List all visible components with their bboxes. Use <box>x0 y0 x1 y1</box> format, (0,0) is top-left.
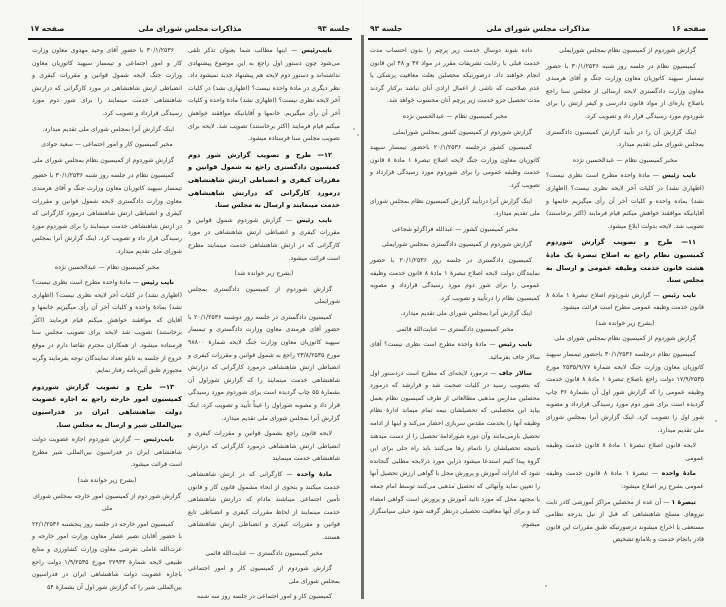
paragraph-text: ۳۰/۱/۲۵۳۶ با حضور آقای وحید مهدوی معاون وزارت کار و امور اجتماعی و تیمسار سپهبد کاتوزیان معاون وزارت جنگ لایحه شمول قوانین و مقررات کیفری و انضباطی ارتش شاهنشاهی در مورد کارگرانی که درارتش شاهنشاهی خدمت مینمایند را برای شور دوم مورد رسیدگی قرارداد و تصویب کرد. <box>32 47 182 117</box>
paragraph-text: — مادهٔ واحده مطرح است نظری نیست؟ (اظهاری نشد) در کلیات آخر لایحه نظری نیست؟ (اظهاری نشد) بماده واحده و کلیات آخر آن رأی میگیریم خانمها و آقایانیکه موافقند خواهش میکنم قیام فرمایند (اکثر برخاستند) تصویب شد. لایحه بدولت ابلاغ میشود. <box>546 172 704 230</box>
speaker-name: سالار جاف <box>498 369 533 377</box>
paragraph-text: مخبر کمیسیون نظام — عبدالحسین نژده <box>54 263 160 271</box>
centered-line <box>370 111 540 124</box>
scan-speck <box>353 128 355 130</box>
paragraph-text: — تبصرهٔ ۱ مادهٔ ۸ قانون خدمت وظیفه عمومی بشرح زیر اصلاح میشود: <box>546 470 704 490</box>
paragraph-text: ۱۳— طرح و تصویب گزارش شوردوم کمیسیون امور خارجه راجع به اجازه عضویت دولت شاهنشاهی ایران در فدراسیون بین‌المللی شیر و ارسال به مجلس سنا. <box>32 382 182 429</box>
paragraph-text: گزارش شوردوم از کمیسیون نظام بمجلس شورایملی <box>559 47 696 54</box>
speaker-name: تبصرهٔ ۱ <box>671 498 696 506</box>
speaker-name: نایب رئیس <box>296 216 332 224</box>
paragraph-text: گزارش شوردوم از کمیسیون دادگستری بمجلس شورایملی <box>188 285 340 306</box>
paragraph-text: مخبر کمیسیون کشور — عبدالله فراگزلو شجاعی <box>392 225 518 233</box>
paragraph-text: — گزارش شوردوم شمول قوانین و مقررات کیفری و انضباطی ارتش شاهنشاهی در مورد کارگرانی که در ارتش شاهنشاهی خدمت مینمایند مطرح است قرائت میشود. <box>188 216 340 262</box>
right-page-column-left <box>370 45 540 534</box>
paragraph-text: — درمورد لایحه‌ای که مطرح است دردستور اول که بتصویب رسید در کلیات صحبت شد و قرارشد که درمورد محصلین مدارس مذهبی مطالعاتی از طرف کمیسیون نظام بعمل بیاید این محصلینی که تحصیلشان نیمه تمام میماند ادارهٔ نظام وظیفه آنها را بخدمت مقدس سربازی احضار می‌کند و اینها از ادامه تحصیل بازمی‌مانند وآن دوره شورادامهٔ تحصیل را از دست میدهند بانتیجه تحصیلشان را ناتمام رها می‌کنند باید راه حلی برای این گروه پیدا کنیم استدعا میشود دراین مورد درلایحه مطلبی گنجانده شود که ادارات آموزش و پرورش محل با گواهی ارزش تحصیل آنها را تعیین نماید وآنهائی که تحصیل مذهبی می‌کنند توسط امام جمعه یا مجتهد محل که مورد تائید آموزش و پرورش است گواهی امضاء کند و برای آنها معافیت تحصیلی درنظر گرفته شود خیلی سپاسگزار میشوم. <box>370 369 540 528</box>
body-paragraph <box>188 428 340 466</box>
body-paragraph <box>370 142 540 192</box>
body-paragraph <box>188 591 340 604</box>
speaker-name: مادهٔ واحده <box>296 471 332 478</box>
right-page-column-right <box>546 45 704 550</box>
paragraph-text: — مادهٔ واحده مطرح است نظری نیست؟ آقای سالار جاف بفرمائید. <box>370 341 540 362</box>
page-number: صفحه ۱۶ <box>671 24 706 33</box>
speech-paragraph <box>32 434 182 472</box>
body-paragraph <box>370 196 540 221</box>
paragraph-text: کمیسیون کشور درجلسه ۲۰/۱/۲۵۳۶ باحضور تیمسار سپهبد کاتوزیان معاون وزارت جنگ لایحه اصلاح تبصرهٔ ۱ مادهٔ ۸ قانون خدمت وظیفه عمومی را برای شوردوم مورد رسیدگی قرارداد و تصویب کرد. <box>370 144 540 189</box>
paragraph-text: اینک گزارش آنرا بمجلس شورای ملی تقدیم میدارد. <box>42 125 174 133</box>
centered-line <box>32 491 182 516</box>
scan-speck <box>545 585 547 587</box>
speech-paragraph <box>32 277 182 378</box>
speaker-name: نایب رئیس <box>141 279 174 287</box>
speech-paragraph <box>188 45 340 146</box>
paragraph-text: — مادهٔ واحده مطرح است نظری نیست؟ (اظهاری نشد) در کلیات آخر لایحه نظری نیست؟ (اظهاری نشد) بمادهٔ واحده و کلیات آخر آن رأی میگیریم خانمها و آقایان که موافقند خواهش میکنم قیام فرمایند (اکثر برخاستند) تصویب شد لایحه برای تصویب مجلس سنا فرستاده میشود. از همکاران محترم تقاضا دارم در موقع خروج از جلسه به تابلو تعداد نمایندگان توجه بفرمایند وگرنه مجبورم طبق آئین‌نامه رفتار نمایم. <box>32 279 182 375</box>
paragraph-text: مخبر کمیسیون دادگستری — عنایت‌الله قائمی <box>396 325 514 333</box>
body-paragraph <box>370 239 540 252</box>
paragraph-text: (بشرح زیر خوانده شد) <box>234 270 294 278</box>
speaker-name: نایب‌رئیس <box>143 436 174 444</box>
centered-line <box>32 262 182 275</box>
paragraph-text: گزارش شوردوم از کمیسیون دادگستری بمجلس شورایملی <box>381 241 532 249</box>
paragraph-text: (بشرح زیر خوانده شد) <box>595 319 655 327</box>
speaker-name: نایب رئیس <box>498 341 532 349</box>
left-page-column-left <box>32 45 182 597</box>
body-paragraph <box>546 333 704 346</box>
paragraph-text: اینک گزارش آنرا درتأیید گزارش کمیسیون نظام بمجلس شورای ملی تقدیم میدارد. <box>370 197 540 218</box>
paragraph-text: گزارش شور دوم از کمیسیون امور خارجه بمجلس شورای ملی <box>33 492 181 513</box>
paragraph-text: ۱۱— طرح و تصویب گزارش شوردوم کمیسیون نظام راجع به اصلاح تبصرهٔ یک مادهٔ هشت قانون خدمت وظیفه عمومی و ارسال به مجلس سنا. <box>546 238 704 285</box>
paragraph-text: لایحه قانون راجع بشمول قوانین و مقررات کیفری و انضباطی ارتش شاهنشاهی درمورد کارگرانی که درارتش شاهنشاهی خدمت مینمایند <box>188 430 340 463</box>
page-title: مذاکرات مجلس شورای ملی <box>486 24 590 33</box>
speech-paragraph <box>546 290 704 315</box>
paragraph-text: اینک گزارش آنرا بمجلس شورای ملی تقدیم میدارد. <box>400 310 532 318</box>
centered-line <box>32 139 182 152</box>
paragraph-text: (بشرح زیر خوانده شد) <box>77 477 137 484</box>
centered-line <box>370 324 540 337</box>
paragraph-text: ۱۲— طرح و تصویب گزارش شور دوم کمیسیون دادگستری راجع به شمول قوانین و مقررات کیفری و انضباطی ارتش شاهنشاهی درمورد کارگرانی که درارتش شاهنشاهی خدمت مینمایند و ارسال به مجلس سنا. <box>188 150 340 210</box>
body-paragraph <box>370 127 540 140</box>
centered-line <box>188 268 340 281</box>
paragraph-text: مخبر کمیسیون کار و امور اجتماعی — سعید جوادی <box>41 141 173 149</box>
right-page-header <box>370 24 706 36</box>
speech-paragraph <box>546 170 704 233</box>
centered-line <box>32 475 182 488</box>
left-page-header <box>30 24 350 36</box>
paragraph-text: داده شوند دوسال خدمت زیر پرچم را بدون احتساب مدت خدمت قبلی با رعایت تشریفات مقرر در مواد ۴۷ و ۴۸ این قانون انجام خواهند داد. درصورتیکه محصلین بعلت معافیت پزشکی یا عدم صلاحیت که ناشی از اعمال ارادی آنان نباشد برکنار گردند مدت تحصیل جزو خدمت زیر پرچم آنان محسوب خواهد شد. <box>370 47 540 105</box>
paragraph-text: کمیسیون نظام درجلسه ۳۰/۱/۲۵۳۶ باحضور تیمسار سپهبد کاتوزیان معاون وزارت جنگ لایحه شمارهٔ ۲۵۳۵/۹/۷۷ مورخ ۱۷/۹/۲۵۳۵ دولت راجع باصلاح تبصرهٔ ۱ مادهٔ ۸ قانون خدمت وظیفه عمومی را که گزارش شور اول آن بشمارهٔ ۳۶ چاپ گردیده است برای شور دوم مورد رسیدگی قرارداد و مصوبه شور اول را تصویب کرد. اینک گزارش آنرا بمجلس شورای ملی تقدیم میدارد. <box>546 351 704 434</box>
paragraph-text: گزارش شوردوم از کمیسیون نظام بمجلس شورای ملی <box>32 156 174 164</box>
body-paragraph <box>370 45 540 108</box>
right-page <box>364 0 726 599</box>
speaker-name: نایب‌رئیس <box>301 47 333 54</box>
paragraph-text: — گزارش شوردوم اجازه عضویت دولت شاهنشاهی ایران در فدراسیون بین‌المللی شیر مطرح است قرائت میشود. <box>32 436 182 469</box>
paragraph-text: کمیسیون نظام در جلسه روز شنبه ۳۰/۱/۲۵۳۶ با حضور تیمسار سپهبد کاتوزیان معاون وزارت جنگ و آقای هرمندی معاون وزارت دادگستری لایحه ارسالی از مجلس سنا راجع باصلاح پاره‌ای از مواد قانون دادرسی و کیفر ارتش را برای شوردوم مورد رسیدگی قرار داد و تصویب کرد. <box>546 62 704 120</box>
paragraph-text: گزارش شوردوم از کمیسیون کار و امور اجتماعی بمجلس شورای ملی <box>188 565 340 585</box>
body-paragraph <box>370 255 540 305</box>
speech-paragraph <box>370 368 540 532</box>
paragraph-text: کمیسیون دادگستری در جلسه روز ۲۰/۱/۲۵۳۶ با حضور نمایندگان دولت لایحه اصلاح تبصرهٔ ۱ مادهٔ ۸ قانون خدمت وظیفه عمومی را برای شور دوم مورد رسیدگی قرارداد و مصوبه کمیسیون نظام را درتأیید و تصویب کرد. <box>370 256 540 302</box>
speaker-name: نایب رئیس <box>662 172 696 180</box>
paragraph-text: — اینها مطالب شما بعنوان تذکر تلقی می‌شود چون دستور اول راجع به این موضوع پیشنهادی نداشته‌اند و دستور دوم لایحه هم پیشنهاد جدید نمیشود داد. نظر دیگری در مادهٔ واحده نیست؟ (اظهاری نشد) در کلیات آخر لایحه نظری نیست؟ (اظهاری نشد) مادهٔ واحده و کلیات آخر آن رأی میگیریم. خانمها و آقایانیکه موافقند خواهش میکنم قیام فرمایند (اکثر برخاستند) تصویب شد. لایحه برای تصویب مجلس سنا فرستاده میشود. <box>188 47 340 143</box>
body-paragraph <box>32 519 182 595</box>
body-paragraph <box>188 563 340 588</box>
speech-paragraph <box>546 468 704 493</box>
body-paragraph <box>546 440 704 465</box>
body-paragraph <box>32 45 182 121</box>
header-rule <box>28 38 352 40</box>
scan-speck <box>357 134 359 136</box>
page-title: مذاکرات مجلس شورای ملی <box>138 24 242 33</box>
paragraph-text: کمیسیون نظام در جلسه روز شنبه ۳۰/۱/۲۵۳۶ با حضور تیمسار سپهبد کاتوزیان معاون وزارت جنگ و آقای هرمندی معاون وزارت دادگستری لایحه شمول قوانین و مقررات کیفری و انضباطی ارتش شاهنشاهی درمورد کارگرانی که در ارتش شاهنشاهی خدمت مینمایند را برای شوردوم مورد رسیدگی قرار داد و تصویب کرد. اینک گزارش آنرا بمجلس شورای ملی تقدیم میدارد. <box>32 172 182 255</box>
session-label: جلسه ۹۳ <box>370 24 403 33</box>
agenda-item-heading <box>546 236 704 286</box>
body-paragraph <box>546 45 704 58</box>
paragraph-text: لایحه قانون اصلاح تبصرهٔ ۱ مادهٔ ۸ قانون خدمت وظیفه عمومی <box>546 442 704 462</box>
paragraph-text: مخبر کمیسیون دادگستری — عنایت‌الله قائمی <box>205 549 323 557</box>
body-paragraph <box>546 61 704 124</box>
paragraph-text: کمیسیون دادگستری در جلسه روز دوشنبه ۲۰/۱/۲۵۳۶ با حضور آقای هرمندی معاون وزارت دادگستری و تیمسار سپهبد کاتوزیان معاون وزارت جنگ لایحه شمارهٔ ۹۸۸۰۰ مورخ ۲۳/۸/۲۵۳۵ راجع به شمول قوانین و مقررات کیفری و انضباطی ارتش شاهنشاهی درمورد کارگرانی که درارتش شاهنشاهی خدمت مینمایند را که گزارش شوراول آن بشمارهٔ ۵۵ چاپ گردیده است برای شوردوم مورد رسیدگی قرار داد و مصوبه شوراول را عیناً تأیید و تصویب کرد. اینک گزارش آنرا بمجلس شورای ملی تقدیم میدارد. <box>188 313 340 422</box>
scan-speck <box>715 420 717 422</box>
scan-speck <box>35 315 37 317</box>
body-paragraph <box>32 170 182 258</box>
centered-line <box>370 224 540 237</box>
paragraph-text: — کارگرانی که در ارتش شاهنشاهی خدمت میکنند و بنحوی از انحاء مشمول قانون کار و قانون تأمین اجتماعی میباشند مادام که درارتش شاهنشاهی خدمت مینمایند از لحاظ مقررات کیفری و انضباطی تابع قوانین و مقررات کیفری و انضباطی ارتش شاهنشاهی هستند. <box>188 471 340 541</box>
centered-line <box>546 318 704 331</box>
speech-paragraph <box>370 339 540 364</box>
body-paragraph <box>188 312 340 425</box>
left-page <box>0 0 362 599</box>
speaker-name: نایب رئیس <box>662 291 696 299</box>
centered-line <box>188 548 340 561</box>
paragraph-text: — آن عده از محصلین مراکز آموزشی کادر ثابت نیروهای مسلح شاهنشاهی که قبل از نیل بدرجه نظامی مستعفی یا اخراج میشوند درصورتیکه طبق مقررات این قانون قادر بانجام خدمت و بلامانع تشخیص <box>546 498 704 544</box>
paragraph-text: — گزارش شوردوم اصلاح تبصرهٔ ۱ مادهٔ ۸ قانون خدمت وظیفه عمومی مطرح است قرائت میشود. <box>546 291 704 312</box>
agenda-item-heading <box>188 149 340 212</box>
speech-paragraph <box>188 469 340 545</box>
header-rule <box>368 38 708 40</box>
paragraph-text: مخبر کمیسیون نظام — عبدالحسین نژده <box>572 156 678 164</box>
paragraph-text: کمیسیون کار و امور اجتماعی در جلسه روز سه شنبه <box>196 593 332 601</box>
session-label: جلسه ۹۳ <box>317 24 350 33</box>
left-page-column-right <box>188 45 340 607</box>
body-paragraph <box>370 308 540 321</box>
paragraph-text: گزارش شوردوم از کمیسیون کشور بمجلس شورایملی <box>392 128 532 136</box>
centered-line <box>546 155 704 168</box>
agenda-item-heading <box>32 381 182 431</box>
body-paragraph <box>546 127 704 152</box>
body-paragraph <box>188 284 340 309</box>
page-number: صفحه ۱۷ <box>30 24 65 33</box>
paragraph-text: مخبر کمیسیون نظام — عبدالحسین نژده <box>402 112 508 120</box>
paragraph-text: گزارش شوردوم از کمیسیون نظام بمجلس شورای ملی <box>554 335 696 343</box>
speaker-name: مادهٔ واحده <box>661 470 697 478</box>
speech-paragraph <box>546 497 704 547</box>
paragraph-text: اینک گزارش آن را در تأیید گزارش کمیسیون دادگستری بمجلس شورای ملی تقدیم میدارد. <box>546 128 704 149</box>
body-paragraph <box>32 124 182 137</box>
body-paragraph <box>546 349 704 437</box>
speech-paragraph <box>188 215 340 265</box>
body-paragraph <box>32 155 182 168</box>
paragraph-text: کمیسیون امور خارجه در جلسه روز پنجشنبه ۲۲/۱/۲۵۳۶ با حضور آقایان نصیر عصار معاون وزارت امور خارجه و عزت‌الله عاملی تفرشی معاون وزارت کشاورزی و منابع طبیعی لایحه شمارهٔ ۲۷۹۳۳ مورخ ۱/۹/۲۵۳۵ دولت راجع باجازه عضویت دولت شاهنشاهی ایران در فدراسیون بین‌المللی شیر را که گزارش شور اول آن بشمارهٔ ۵۴ <box>32 520 182 591</box>
